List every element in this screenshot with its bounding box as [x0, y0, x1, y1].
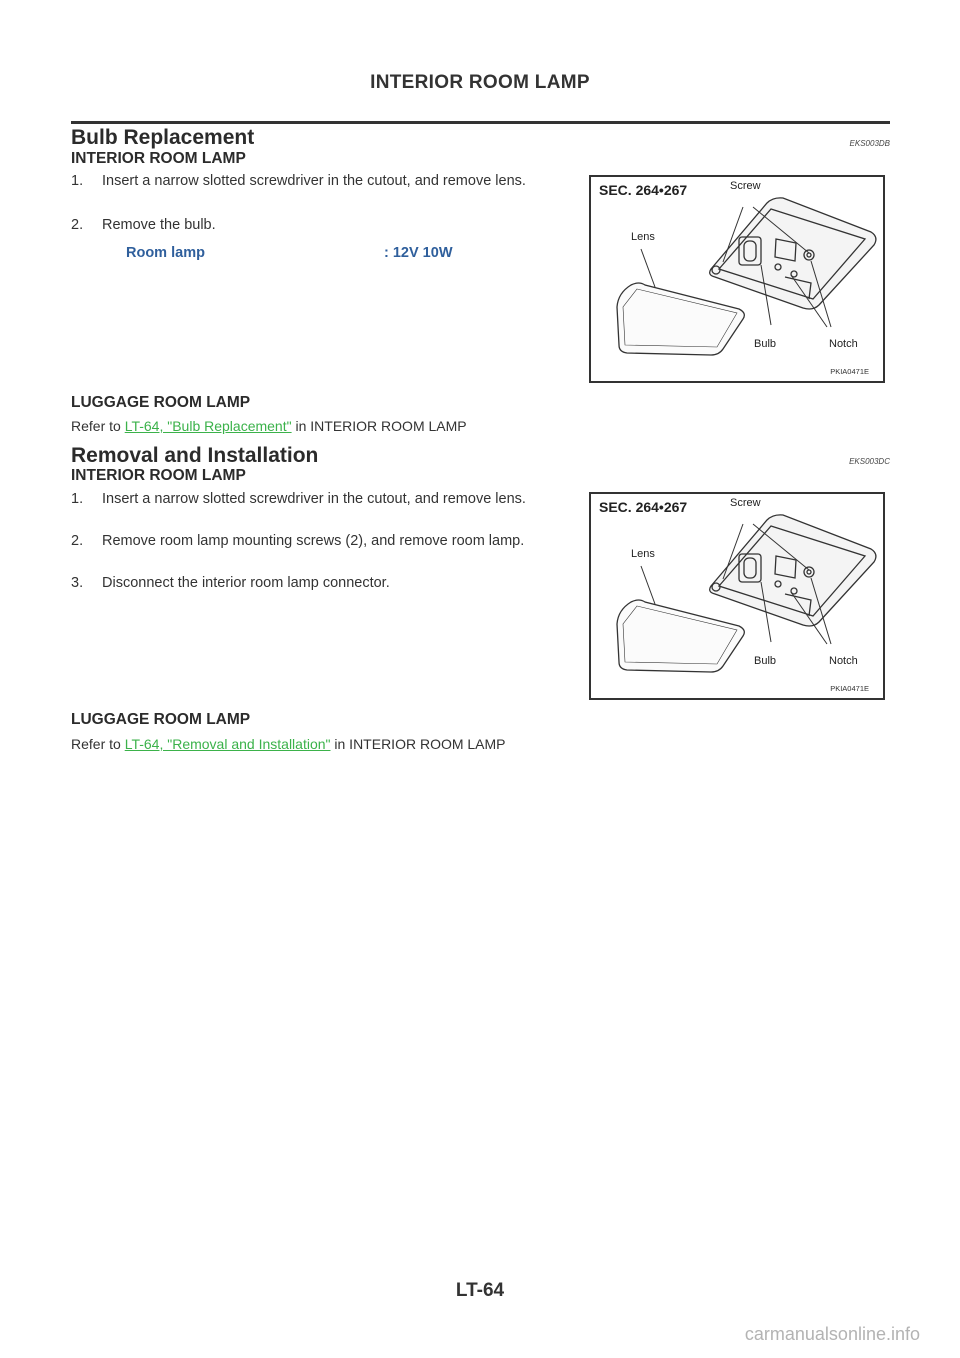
label-bulb: Bulb [754, 655, 777, 667]
spec-label: Room lamp [126, 245, 205, 261]
figure-id: PKIA0471E [830, 684, 869, 693]
watermark-text: carmanualsonline.info [744, 1324, 920, 1344]
step-text: Remove room lamp mounting screws (2), and remove room lamp. [102, 533, 525, 549]
label-screw: Screw [730, 497, 761, 509]
page-number: LT-64 [455, 1280, 505, 1301]
subsection-title-luggage: LUGGAGE ROOM LAMP [71, 711, 251, 728]
label-lens: Lens [631, 548, 655, 560]
subsection-title-interior: INTERIOR ROOM LAMP [71, 467, 246, 484]
reference-prefix: Refer to [71, 418, 125, 434]
step-text: Remove the bulb. [102, 217, 216, 233]
figure-room-lamp-2 [589, 492, 885, 700]
step-number: 2. [71, 217, 84, 233]
figure-section-label: SEC. 264•267 [599, 182, 688, 198]
section-title-removal-installation: Removal and Installation [71, 444, 319, 467]
subsection-title-interior: INTERIOR ROOM LAMP [71, 150, 246, 167]
label-lens: Lens [631, 231, 655, 243]
spec-value: : 12V 10W [384, 245, 453, 261]
step-item [71, 488, 579, 510]
label-bulb: Bulb [754, 338, 777, 350]
figure-section-label: SEC. 264•267 [599, 499, 688, 515]
reference-prefix: Refer to [71, 736, 125, 752]
reference-suffix: in INTERIOR ROOM LAMP [330, 736, 506, 752]
step-item [71, 572, 579, 594]
reference-line [71, 418, 467, 434]
page-header-title: INTERIOR ROOM LAMP [370, 72, 590, 93]
label-notch: Notch [829, 655, 858, 667]
subsection-title-luggage: LUGGAGE ROOM LAMP [71, 394, 251, 411]
section-code-bulb: EKS003DB [849, 139, 890, 148]
section-code-removal: EKS003DC [849, 457, 890, 466]
step-number: 2. [71, 533, 84, 549]
step-number: 3. [71, 575, 84, 591]
step-number: 1. [71, 173, 84, 189]
step-text: Insert a narrow slotted screwdriver in the cutout, and remove lens. [102, 491, 526, 507]
step-item [71, 530, 579, 552]
section-title-bulb-replacement: Bulb Replacement [71, 126, 255, 149]
step-text: Insert a narrow slotted screwdriver in the cutout, and remove lens. [102, 173, 526, 189]
label-screw: Screw [730, 180, 761, 192]
step-text: Disconnect the interior room lamp connector. [102, 575, 390, 591]
reference-link-bulb-replacement[interactable]: LT-64, "Bulb Replacement" [124, 418, 292, 434]
room-lamp-illustration [591, 494, 883, 698]
step-number: 1. [71, 491, 84, 507]
reference-suffix: in INTERIOR ROOM LAMP [291, 418, 467, 434]
step-item [71, 214, 579, 236]
header-rule [71, 121, 890, 124]
figure-room-lamp-1 [589, 175, 885, 383]
room-lamp-illustration [591, 177, 883, 381]
figure-id: PKIA0471E [830, 367, 869, 376]
spec-row-room-lamp [126, 245, 453, 261]
reference-line [71, 736, 506, 752]
label-notch: Notch [829, 338, 858, 350]
step-item [71, 170, 579, 192]
reference-link-removal-installation[interactable]: LT-64, "Removal and Installation" [124, 736, 331, 752]
